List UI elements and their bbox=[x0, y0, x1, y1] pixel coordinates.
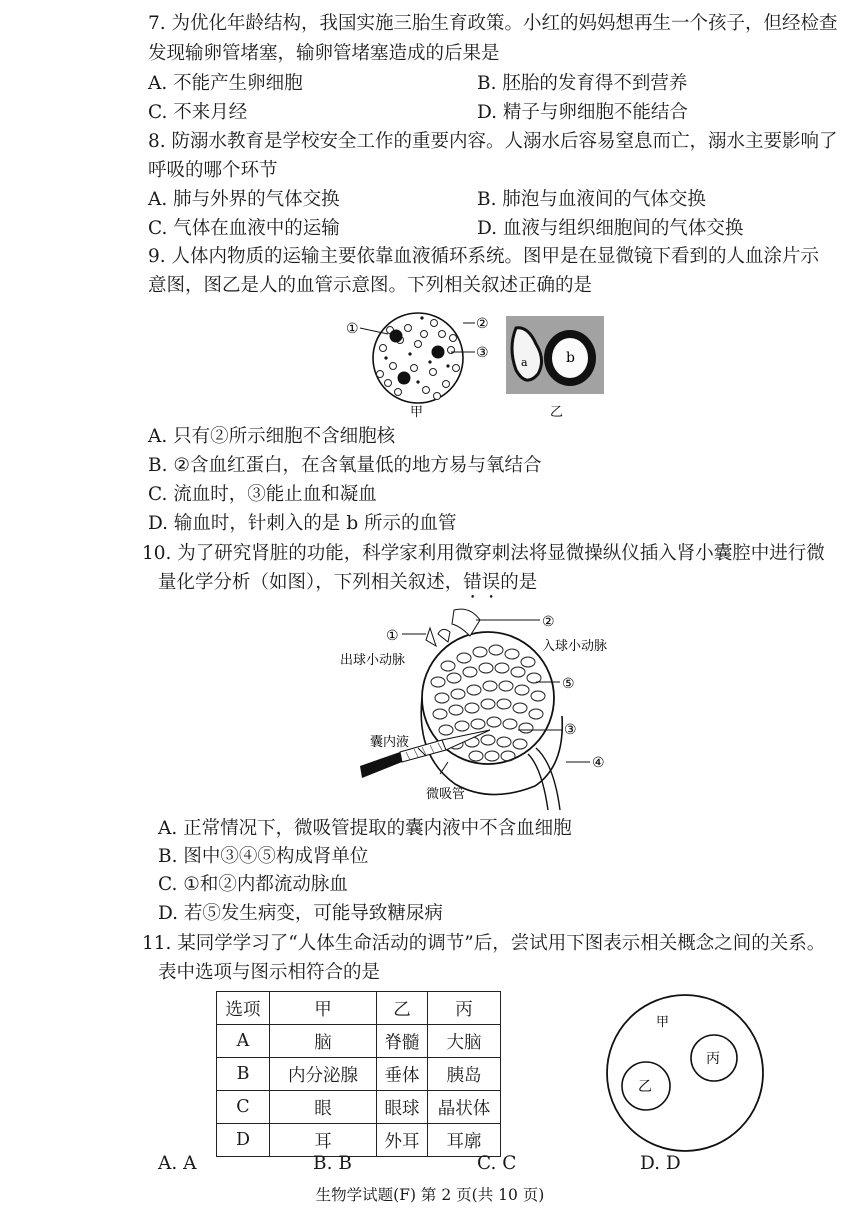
q10-label-4: ④ bbox=[592, 755, 605, 771]
q10-stem-line1: 10. 为了研究肾脏的功能，科学家利用微穿刺法将显微操纵仪插入肾小囊腔中进行微 bbox=[142, 543, 825, 564]
q10-capsule-fluid-label: 囊内液 bbox=[370, 735, 410, 750]
q10-stem-post: 的是 bbox=[500, 572, 538, 593]
q9-stem-line2: 意图，图乙是人的血管示意图。下列相关叙述正确的是 bbox=[148, 275, 593, 296]
table-cell: 大脑 bbox=[428, 1025, 501, 1058]
blood-vessel-photo bbox=[506, 316, 604, 394]
table-cell: A bbox=[217, 1025, 270, 1058]
q9-vessel-b-label: b bbox=[566, 350, 575, 366]
blood-smear-diagram bbox=[360, 313, 475, 403]
table-header-cell: 丙 bbox=[428, 992, 501, 1025]
q10-out-artery-label: 出球小动脉 bbox=[340, 653, 406, 668]
table-cell: 眼 bbox=[270, 1091, 377, 1124]
table-cell: 胰岛 bbox=[428, 1058, 501, 1091]
q10-label-3: ③ bbox=[564, 722, 577, 738]
q10-option-d: D. 若⑤发生病变，可能导致糖尿病 bbox=[158, 903, 443, 924]
q10-stem-pre: 量化学分析（如图），下列相关叙述， bbox=[158, 572, 464, 593]
q11-options-table bbox=[216, 991, 501, 1157]
q11-option-b: B. B bbox=[313, 1153, 352, 1174]
q9-marker-3: ③ bbox=[476, 345, 489, 361]
table-cell: 外耳 bbox=[377, 1124, 428, 1157]
table-header-cell: 甲 bbox=[270, 992, 377, 1025]
q11-venn-diagram bbox=[602, 990, 768, 1156]
q9-option-b: B. ②含血红蛋白，在含氧量低的地方易与氧结合 bbox=[148, 455, 542, 476]
q10-micropipette-label: 微吸管 bbox=[426, 787, 466, 802]
table-cell: 脑 bbox=[270, 1025, 377, 1058]
q11-option-d: D. D bbox=[640, 1153, 681, 1174]
q8-option-a: A. 肺与外界的气体交换 bbox=[148, 189, 340, 210]
q11-option-c: C. C bbox=[477, 1153, 517, 1174]
q7-option-c: C. 不来月经 bbox=[148, 102, 248, 123]
table-header-cell: 乙 bbox=[377, 992, 428, 1025]
table-cell: D bbox=[217, 1124, 270, 1157]
q11-stem-line2: 表中选项与图示相符合的是 bbox=[158, 962, 381, 983]
table-cell: 晶状体 bbox=[428, 1091, 501, 1124]
q10-option-a: A. 正常情况下，微吸管提取的囊内液中不含血细胞 bbox=[158, 818, 572, 839]
q10-in-artery-label: 入球小动脉 bbox=[542, 639, 608, 654]
venn-outer-label: 甲 bbox=[656, 1015, 670, 1030]
q11-stem-line1: 11. 某同学学习了“人体生命活动的调节”后，尝试用下图表示相关概念之间的关系。 bbox=[142, 933, 826, 954]
table-cell: 内分泌腺 bbox=[270, 1058, 377, 1091]
q9-label-jia: 甲 bbox=[410, 405, 424, 420]
table-cell: 脊髓 bbox=[377, 1025, 428, 1058]
q8-option-b: B. 肺泡与血液间的气体交换 bbox=[477, 189, 706, 210]
q7-option-d: D. 精子与卵细胞不能结合 bbox=[477, 102, 688, 123]
table-cell: C bbox=[217, 1091, 270, 1124]
q9-option-d: D. 输血时，针刺入的是 b 所示的血管 bbox=[148, 513, 457, 534]
table-row bbox=[217, 1058, 501, 1091]
table-cell: 耳 bbox=[270, 1124, 377, 1157]
table-row bbox=[217, 1025, 501, 1058]
q10-option-b: B. 图中③④⑤构成肾单位 bbox=[158, 846, 369, 867]
table-cell: 垂体 bbox=[377, 1058, 428, 1091]
q10-label-2: ② bbox=[542, 614, 555, 630]
page-footer: 生物学试题(F) 第 2 页(共 10 页) bbox=[315, 1186, 545, 1204]
table-header-cell: 选项 bbox=[217, 992, 270, 1025]
q9-marker-1: ① bbox=[346, 321, 359, 337]
q11-option-a: A. A bbox=[158, 1153, 197, 1174]
q9-option-a: A. 只有②所示细胞不含细胞核 bbox=[148, 426, 396, 447]
q10-option-c: C. ①和②内都流动脉血 bbox=[158, 874, 348, 895]
q9-stem-line1: 9. 人体内物质的运输主要依靠血液循环系统。图甲是在显微镜下看到的人血涂片示 bbox=[148, 246, 820, 267]
q10-stem-line2 bbox=[158, 569, 537, 603]
q8-stem-line1: 8. 防溺水教育是学校安全工作的重要内容。人溺水后容易窒息而亡，溺水主要影响了 bbox=[148, 131, 838, 152]
q10-label-5: ⑤ bbox=[562, 676, 575, 692]
q10-stem-emphasis: 错误 bbox=[463, 572, 501, 593]
table-row bbox=[217, 1091, 501, 1124]
table-cell: B bbox=[217, 1058, 270, 1091]
q7-option-b: B. 胚胎的发育得不到营养 bbox=[477, 73, 688, 94]
q7-stem-line2: 发现输卵管堵塞，输卵管堵塞造成的后果是 bbox=[148, 43, 500, 64]
q8-stem-line2: 呼吸的哪个环节 bbox=[148, 160, 278, 181]
q9-marker-2: ② bbox=[476, 316, 489, 332]
table-cell: 眼球 bbox=[377, 1091, 428, 1124]
table-row bbox=[217, 1124, 501, 1157]
venn-left-label: 乙 bbox=[638, 1079, 652, 1095]
q10-label-1: ① bbox=[386, 628, 399, 644]
q10-nephron-figure bbox=[330, 606, 660, 814]
q9-option-c: C. 流血时，③能止血和凝血 bbox=[148, 484, 377, 505]
q9-label-yi: 乙 bbox=[550, 405, 564, 420]
q9-figure bbox=[338, 308, 610, 420]
q7-stem-line1: 7. 为优化年龄结构，我国实施三胎生育政策。小红的妈妈想再生一个孩子，但经检查 bbox=[148, 13, 838, 34]
venn-right-label: 丙 bbox=[706, 1051, 720, 1067]
q8-option-d: D. 血液与组织细胞间的气体交换 bbox=[477, 218, 744, 239]
table-cell: 耳廓 bbox=[428, 1124, 501, 1157]
q7-option-a: A. 不能产生卵细胞 bbox=[148, 73, 303, 94]
table-header-row bbox=[217, 992, 501, 1025]
q9-vessel-a-label: a bbox=[521, 356, 528, 369]
q8-option-c: C. 气体在血液中的运输 bbox=[148, 218, 340, 239]
